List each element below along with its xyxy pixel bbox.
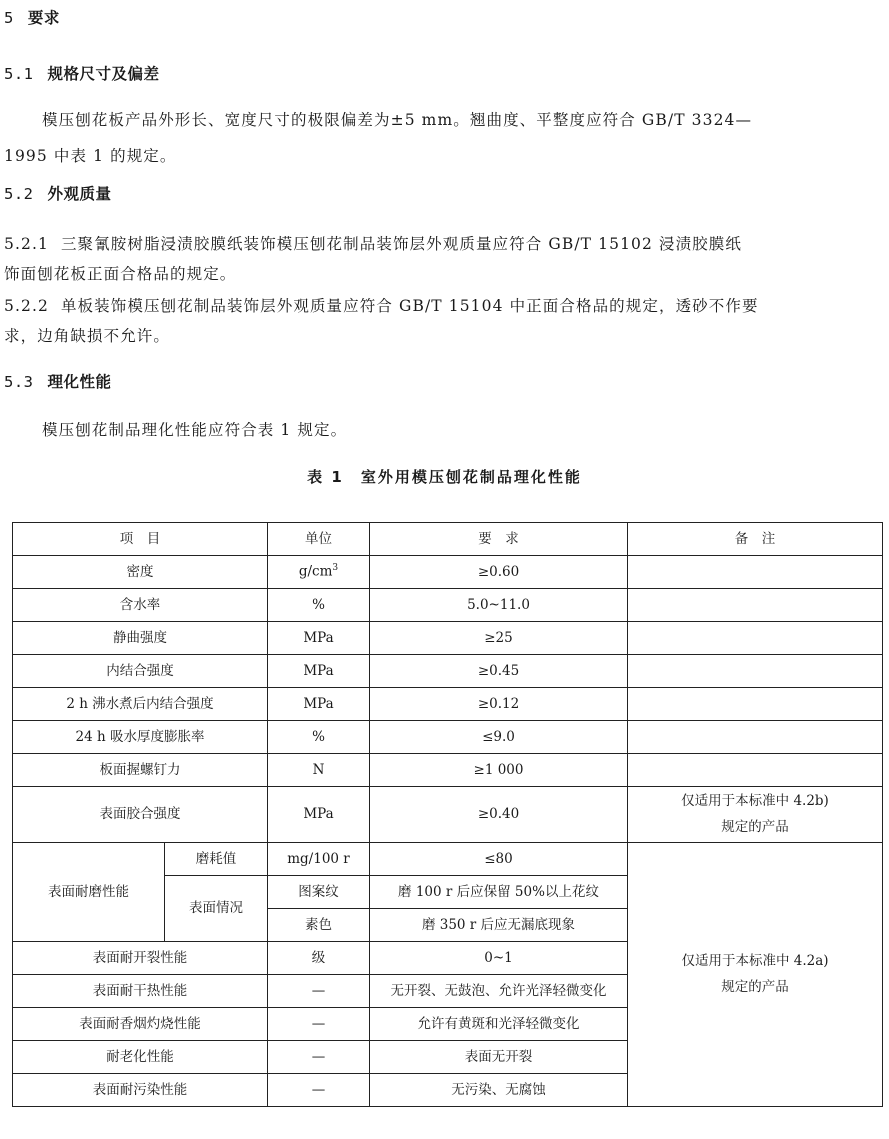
- cell-item: 24 h 吸水厚度膨胀率: [13, 721, 268, 754]
- cell-requirement: ≤80: [370, 843, 628, 876]
- cell-requirement: ≥0.12: [370, 688, 628, 721]
- cell-remark: [628, 655, 883, 688]
- cell-requirement: 表面无开裂: [370, 1041, 628, 1074]
- cell-requirement: 无开裂、无鼓泡、允许光泽轻微变化: [370, 975, 628, 1008]
- table-row: [13, 556, 883, 589]
- cell-unit: 级: [268, 942, 370, 975]
- subsection-title: 规格尺寸及偏差: [47, 65, 160, 83]
- cell-unit: —: [268, 1041, 370, 1074]
- cell-item: 2 h 沸水煮后内结合强度: [13, 688, 268, 721]
- table-row: [13, 622, 883, 655]
- cell-item: 表面耐污染性能: [13, 1074, 268, 1107]
- subsection-number: 5.3: [4, 373, 34, 391]
- cell-unit: MPa: [268, 787, 370, 843]
- section-heading: [4, 6, 60, 28]
- header-unit: 单位: [268, 523, 370, 556]
- remark-line: 规定的产品: [721, 818, 789, 835]
- remark-line: 仅适用于本标准中 4.2a): [681, 952, 829, 969]
- section-number: 5: [4, 9, 14, 27]
- table-row: [13, 655, 883, 688]
- cell-unit: N: [268, 754, 370, 787]
- subsection-heading-5-3: [4, 370, 112, 392]
- clause-number: 5.2.2: [4, 297, 49, 315]
- table-row: [13, 688, 883, 721]
- cell-requirement: ≥0.40: [370, 787, 628, 843]
- subsection-title: 理化性能: [47, 373, 112, 391]
- properties-table: [12, 522, 883, 1107]
- cell-unit: MPa: [268, 622, 370, 655]
- paragraph-5-2-2-line2: 求，边角缺损不允许。: [4, 327, 171, 345]
- subsection-number: 5.1: [4, 65, 34, 83]
- cell-requirement: ≥0.60: [370, 556, 628, 589]
- cell-unit: [268, 556, 370, 589]
- cell-requirement: 磨 100 r 后应保留 50%以上花纹: [370, 876, 628, 909]
- cell-item: 板面握螺钉力: [13, 754, 268, 787]
- cell-subitem-wear: 磨耗值: [165, 843, 268, 876]
- subsection-title: 外观质量: [47, 185, 112, 203]
- paragraph-5-1-line2: 1995 中表 1 的规定。: [4, 147, 177, 165]
- cell-remark: [628, 721, 883, 754]
- cell-item: 表面耐干热性能: [13, 975, 268, 1008]
- cell-unit: —: [268, 975, 370, 1008]
- cell-item: 表面耐开裂性能: [13, 942, 268, 975]
- cell-item: 密度: [13, 556, 268, 589]
- table-row: [13, 843, 883, 876]
- cell-requirement: ≥25: [370, 622, 628, 655]
- paragraph-5-3: 模压刨花制品理化性能应符合表 1 规定。: [42, 421, 348, 439]
- clause-text: 三聚氰胺树脂浸渍胶膜纸装饰模压刨花制品装饰层外观质量应符合 GB/T 15102 浸渍胶膜纸: [60, 235, 742, 253]
- cell-group-abrasion: 表面耐磨性能: [13, 843, 165, 942]
- cell-requirement: 无污染、无腐蚀: [370, 1074, 628, 1107]
- header-item: 项 目: [13, 523, 268, 556]
- cell-requirement: ≥0.45: [370, 655, 628, 688]
- cell-subitem-plain: 素色: [268, 909, 370, 942]
- remark-line: 仅适用于本标准中 4.2b): [681, 792, 829, 809]
- cell-item: 内结合强度: [13, 655, 268, 688]
- cell-unit: —: [268, 1008, 370, 1041]
- cell-remark: [628, 787, 883, 843]
- cell-subitem-surface: 表面情况: [165, 876, 268, 942]
- header-remark: 备 注: [628, 523, 883, 556]
- cell-item: 含水率: [13, 589, 268, 622]
- cell-subitem-pattern: 图案纹: [268, 876, 370, 909]
- cell-unit: %: [268, 721, 370, 754]
- cell-remark: [628, 589, 883, 622]
- subsection-number: 5.2: [4, 185, 34, 203]
- subsection-heading-5-1: [4, 62, 160, 84]
- unit-text: g/cm: [298, 563, 333, 580]
- section-title: 要求: [27, 9, 60, 27]
- remark-line: 规定的产品: [721, 978, 789, 995]
- cell-remark: [628, 622, 883, 655]
- cell-item: 耐老化性能: [13, 1041, 268, 1074]
- paragraph-5-2-2-line1: [4, 294, 759, 316]
- subsection-heading-5-2: [4, 182, 112, 204]
- clause-number: 5.2.1: [4, 235, 49, 253]
- clause-text: 单板装饰模压刨花制品装饰层外观质量应符合 GB/T 15104 中正面合格品的规定，透砂不作要: [60, 297, 759, 315]
- cell-unit: mg/100 r: [268, 843, 370, 876]
- cell-unit: —: [268, 1074, 370, 1107]
- cell-unit: MPa: [268, 688, 370, 721]
- cell-requirement: 0~1: [370, 942, 628, 975]
- header-requirement: 要 求: [370, 523, 628, 556]
- table-row: [13, 589, 883, 622]
- cell-remark: [628, 688, 883, 721]
- paragraph-5-2-1-line2: 饰面刨花板正面合格品的规定。: [4, 265, 237, 283]
- unit-superscript: 3: [332, 563, 339, 574]
- table-row: [13, 721, 883, 754]
- cell-remark-merged: [628, 843, 883, 1107]
- cell-requirement: 5.0~11.0: [370, 589, 628, 622]
- paragraph-5-2-1-line1: [4, 232, 742, 254]
- cell-requirement: 磨 350 r 后应无漏底现象: [370, 909, 628, 942]
- cell-requirement: 允许有黄斑和光泽轻微变化: [370, 1008, 628, 1041]
- table-row: [13, 754, 883, 787]
- paragraph-5-1-line1: 模压刨花板产品外形长、宽度尺寸的极限偏差为±5 mm。翘曲度、平整度应符合 GB/T 3324—: [42, 111, 753, 129]
- table-row: [13, 787, 883, 843]
- cell-requirement: ≥1 000: [370, 754, 628, 787]
- cell-unit: %: [268, 589, 370, 622]
- cell-requirement: ≤9.0: [370, 721, 628, 754]
- cell-item: 表面胶合强度: [13, 787, 268, 843]
- cell-unit: MPa: [268, 655, 370, 688]
- cell-item: 静曲强度: [13, 622, 268, 655]
- cell-item: 表面耐香烟灼烧性能: [13, 1008, 268, 1041]
- table-caption: 表 1 室外用模压刨花制品理化性能: [307, 468, 582, 486]
- cell-remark: [628, 556, 883, 589]
- cell-remark: [628, 754, 883, 787]
- table-header-row: [13, 523, 883, 556]
